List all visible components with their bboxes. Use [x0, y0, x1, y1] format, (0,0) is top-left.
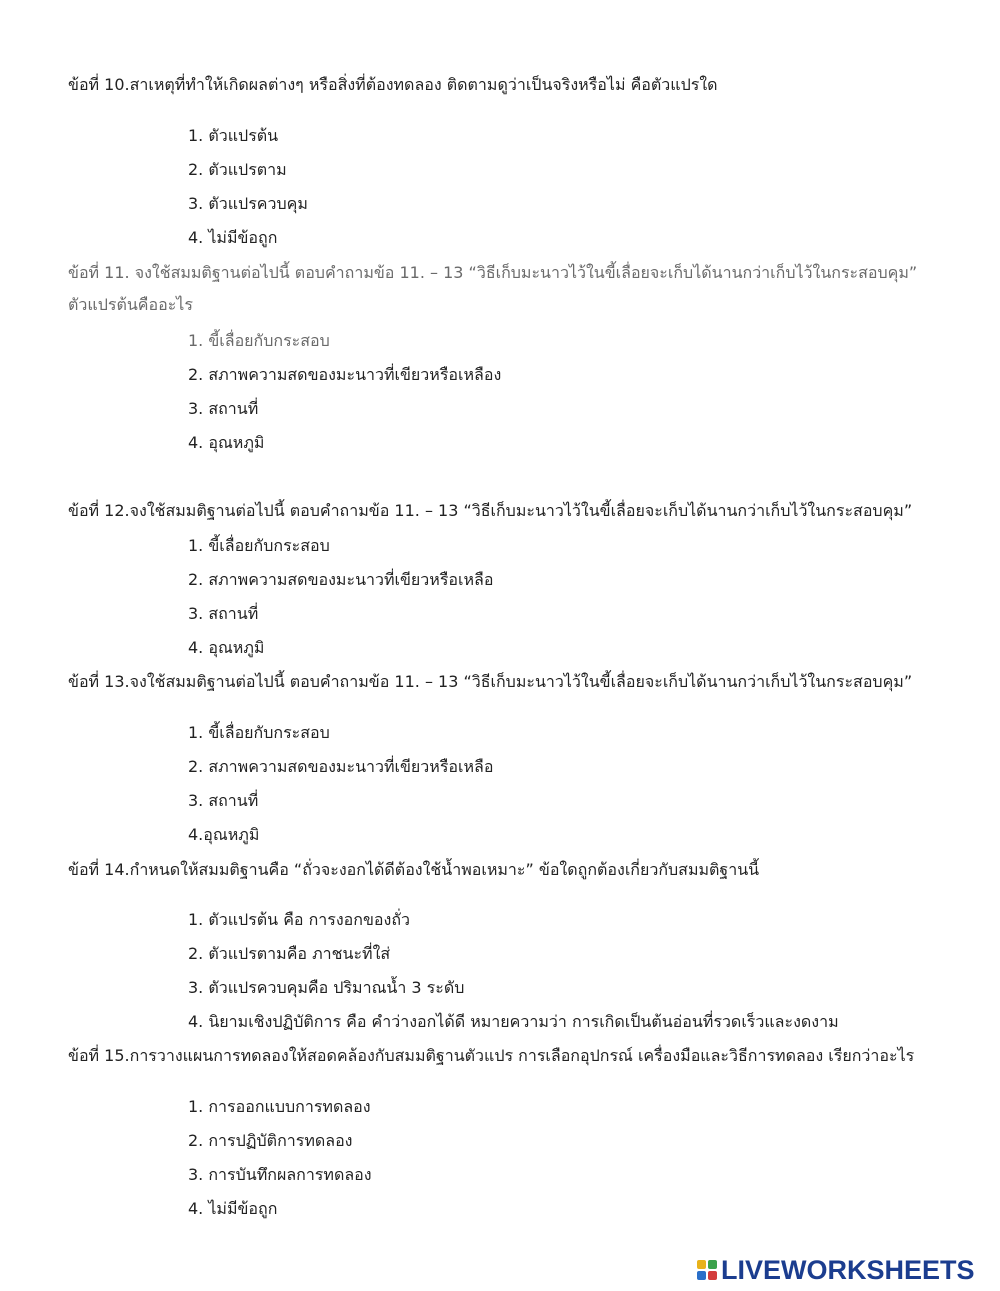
question-13-option-3[interactable]: 3. สถานที่: [188, 791, 259, 810]
question-13-option-1[interactable]: 1. ขี้เลื่อยกับกระสอบ: [188, 723, 330, 742]
question-14-option-2[interactable]: 2. ตัวแปรตามคือ ภาชนะที่ใส่: [188, 944, 391, 963]
question-10-stem: ข้อที่ 10.สาเหตุที่ทำให้เกิดผลต่างๆ หรือสิ่งที่ต้องทดลอง ติดตามดูว่าเป็นจริงหรือไม่ คือตัวแปรใด: [68, 75, 718, 94]
logo-block-3: [697, 1271, 706, 1280]
question-10-option-4[interactable]: 4. ไม่มีข้อถูก: [188, 228, 278, 247]
question-11-option-4[interactable]: 4. อุณหภูมิ: [188, 433, 265, 452]
question-10-option-2[interactable]: 2. ตัวแปรตาม: [188, 160, 287, 179]
liveworksheets-logo: [697, 1256, 975, 1284]
question-10-option-1[interactable]: 1. ตัวแปรต้น: [188, 126, 279, 145]
logo-block-1: [697, 1260, 706, 1269]
question-13-stem: ข้อที่ 13.จงใช้สมมติฐานต่อไปนี้ ตอบคำถามข้อ 11. – 13 “วิธีเก็บมะนาวไว้ในขี้เลื่อยจะเก็บได้นานกว่าเก็บไว้ในกระสอบคุม”: [68, 672, 913, 691]
question-12-option-4[interactable]: 4. อุณหภูมิ: [188, 638, 265, 657]
question-12-stem: ข้อที่ 12.จงใช้สมมติฐานต่อไปนี้ ตอบคำถามข้อ 11. – 13 “วิธีเก็บมะนาวไว้ในขี้เลื่อยจะเก็บได้นานกว่าเก็บไว้ในกระสอบคุม”: [68, 501, 913, 520]
question-14-option-3[interactable]: 3. ตัวแปรควบคุมคือ ปริมาณน้ำ 3 ระดับ: [188, 978, 465, 997]
question-15-stem: ข้อที่ 15.การวางแผนการทดลองให้สอดคล้องกับสมมติฐานตัวแปร การเลือกอุปกรณ์ เครื่องมือและวิธีการทดลอง เรียกว่าอะไร: [68, 1046, 915, 1065]
question-12-option-3[interactable]: 3. สถานที่: [188, 604, 259, 623]
question-11-option-3[interactable]: 3. สถานที่: [188, 399, 259, 418]
question-11-option-2[interactable]: 2. สภาพความสดของมะนาวที่เขียวหรือเหลือง: [188, 365, 502, 384]
logo-text: LIVEWORKSHEETS: [721, 1254, 975, 1285]
question-12-option-2[interactable]: 2. สภาพความสดของมะนาวที่เขียวหรือเหลือ: [188, 570, 494, 589]
question-11-stem: ข้อที่ 11. จงใช้สมมติฐานต่อไปนี้ ตอบคำถามข้อ 11. – 13 “วิธีเก็บมะนาวไว้ในขี้เลื่อยจะเก็บได้นานกว่าเก็บไว้ในกระสอบคุม”: [68, 263, 918, 282]
question-11-option-1[interactable]: 1. ขี้เลื่อยกับกระสอบ: [188, 331, 330, 350]
question-10-option-3[interactable]: 3. ตัวแปรควบคุม: [188, 194, 308, 213]
question-14-stem: ข้อที่ 14.กำหนดให้สมมติฐานคือ “ถั่วจะงอกได้ดีต้องใช้น้ำพอเหมาะ” ข้อใดถูกต้องเกี่ยวกับสมมติฐานนี้: [68, 860, 760, 879]
question-14-option-1[interactable]: 1. ตัวแปรต้น คือ การงอกของถั่ว: [188, 910, 411, 929]
question-15-option-2[interactable]: 2. การปฏิบัติการทดลอง: [188, 1131, 353, 1150]
logo-block-4: [708, 1271, 717, 1280]
question-13-option-4[interactable]: 4.อุณหภูมิ: [188, 825, 260, 844]
question-14-option-4[interactable]: 4. นิยามเชิงปฏิบัติการ คือ คำว่างอกได้ดี หมายความว่า การเกิดเป็นต้นอ่อนที่รวดเร็วและงดงาม: [188, 1012, 839, 1031]
logo-blocks-icon: [697, 1260, 717, 1280]
question-13-option-2[interactable]: 2. สภาพความสดของมะนาวที่เขียวหรือเหลือ: [188, 757, 494, 776]
question-15-option-4[interactable]: 4. ไม่มีข้อถูก: [188, 1199, 278, 1218]
question-11-stem-line2: ตัวแปรต้นคืออะไร: [68, 295, 193, 314]
logo-block-2: [708, 1260, 717, 1269]
question-12-option-1[interactable]: 1. ขี้เลื่อยกับกระสอบ: [188, 536, 330, 555]
question-15-option-3[interactable]: 3. การบันทึกผลการทดลอง: [188, 1165, 372, 1184]
question-15-option-1[interactable]: 1. การออกแบบการทดลอง: [188, 1097, 371, 1116]
